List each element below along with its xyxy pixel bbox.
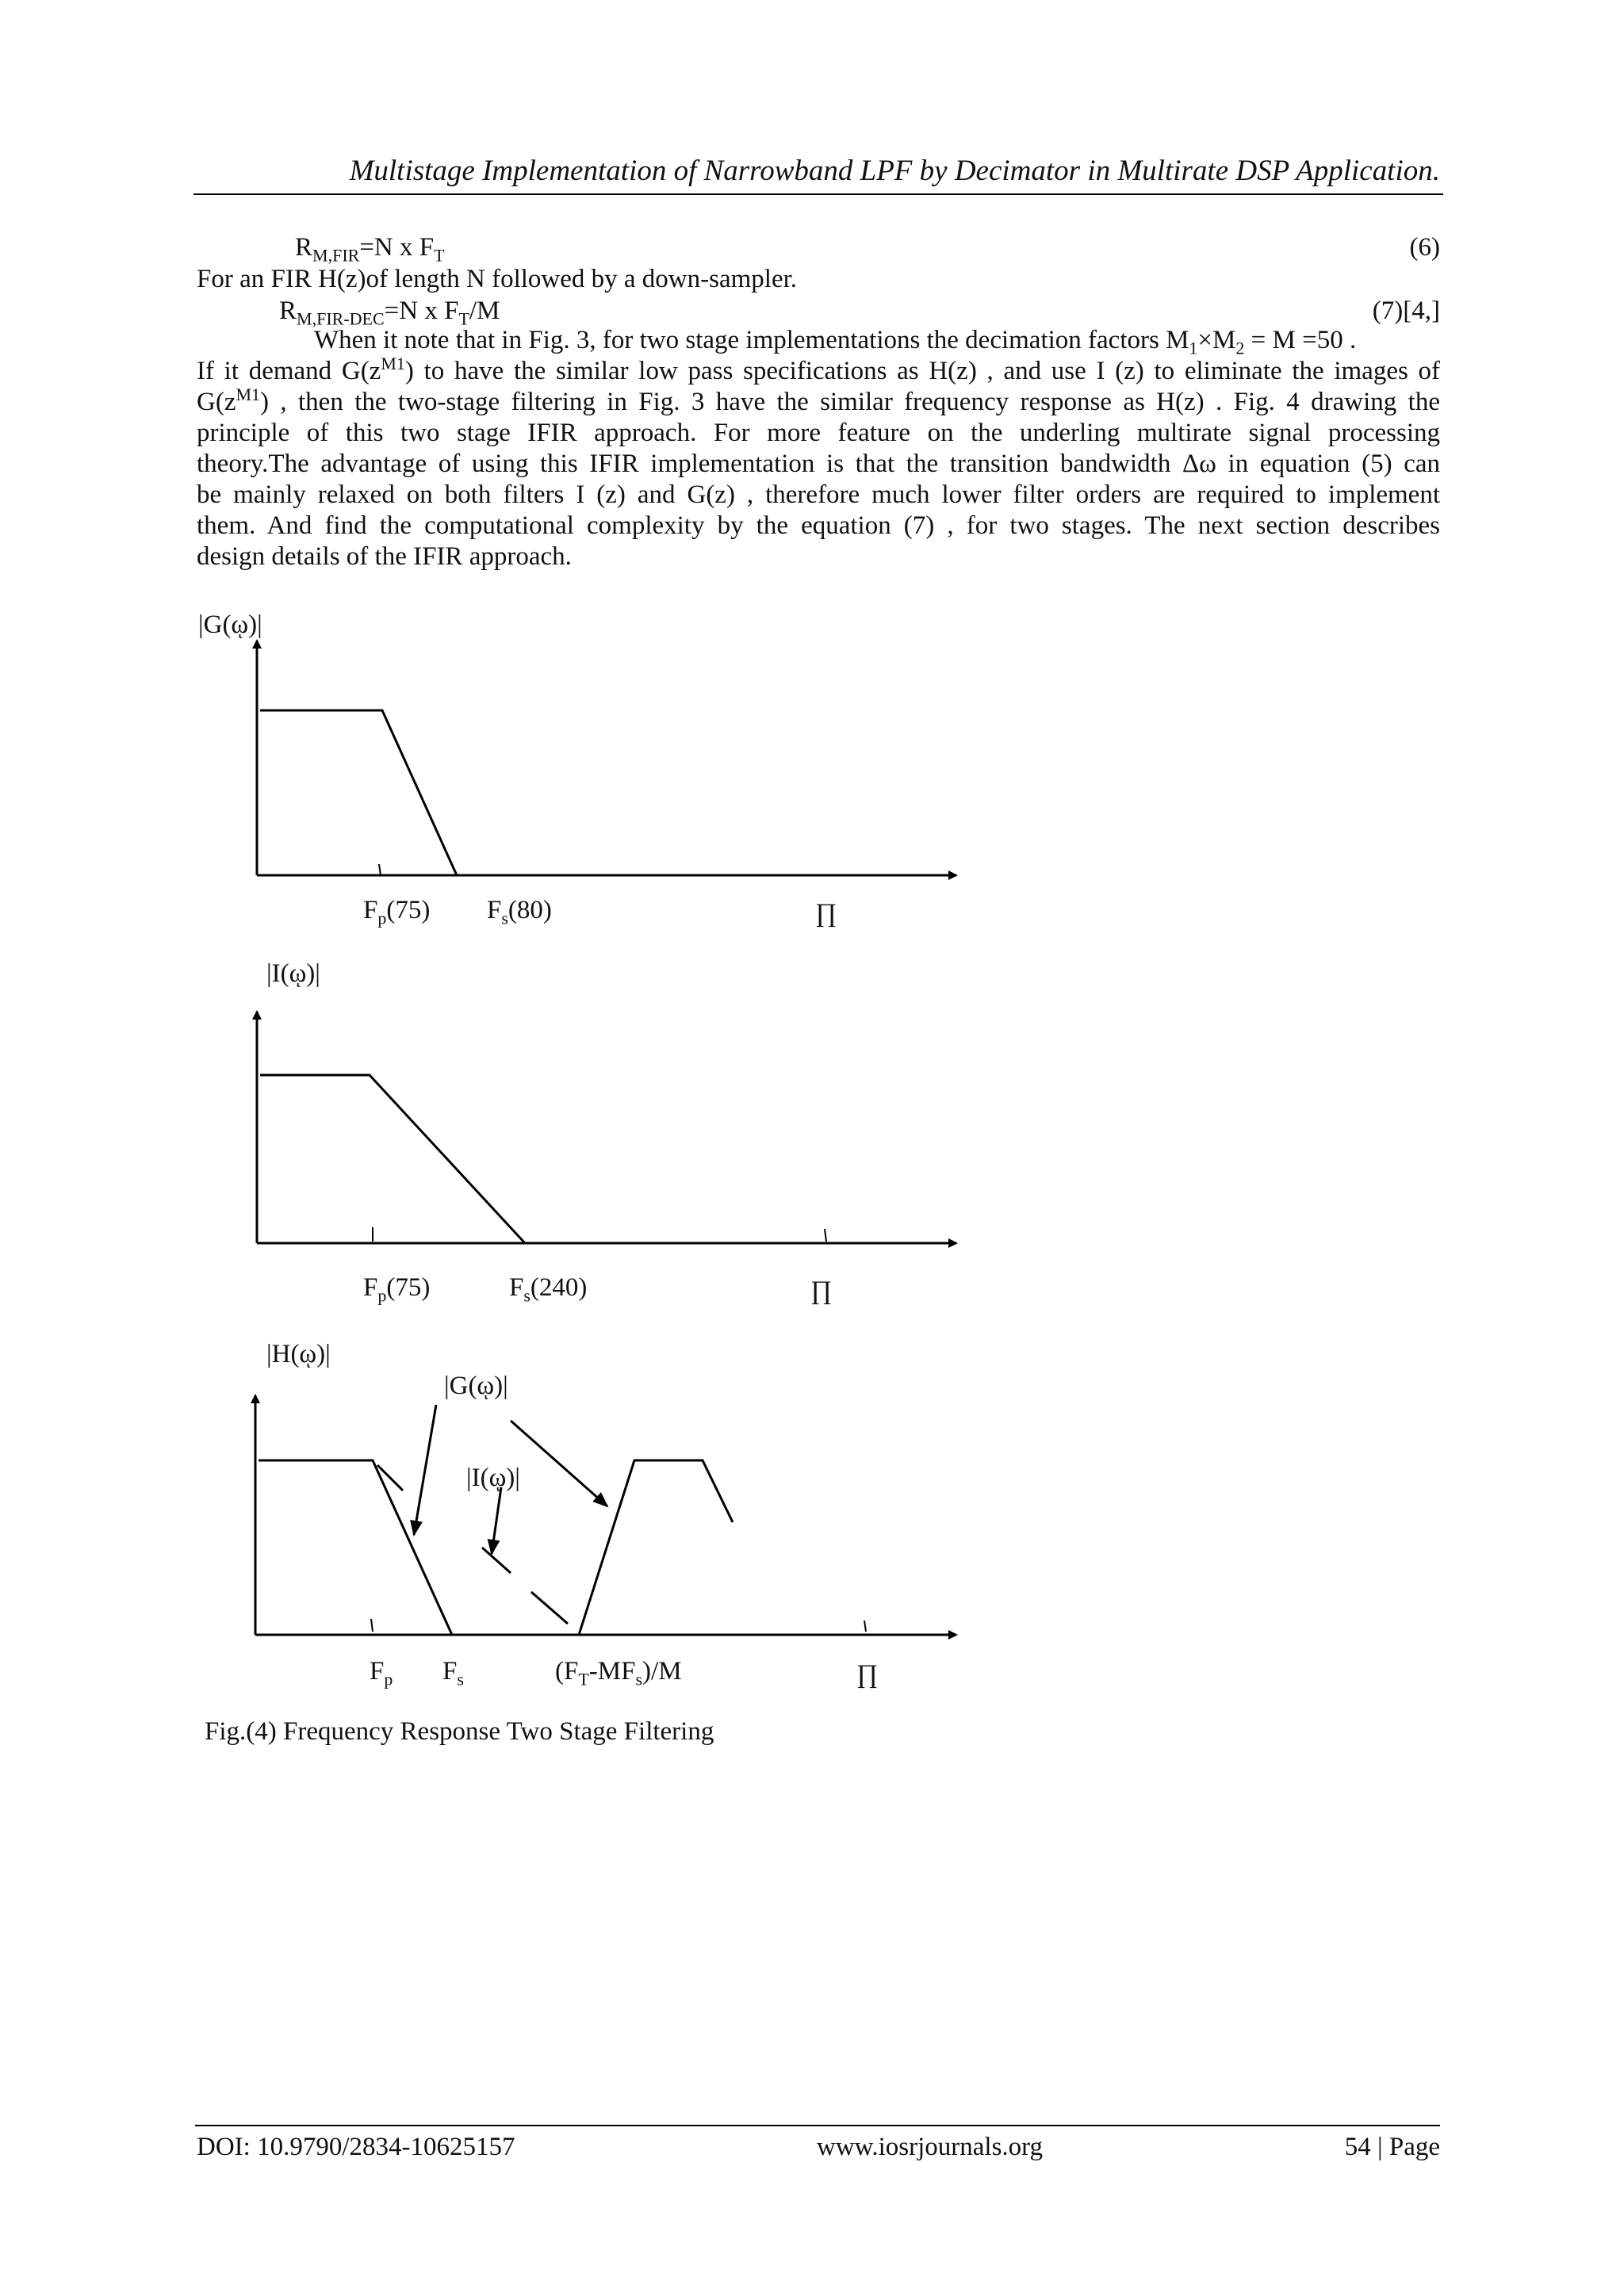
footer-website-link[interactable]: www.iosrjournals.org [817, 2133, 1044, 2161]
eq6-lhs-sub: M,FIR [312, 245, 360, 266]
panel-i-tick-pi [825, 1229, 826, 1242]
eq6-rhs: =N x F [359, 233, 435, 262]
figure-caption: Fig.(4) Frequency Response Two Stage Filtering [205, 1717, 714, 1746]
panel-h-y-label: |H(ῳ)| [266, 1340, 331, 1368]
para-line-8: design details of the IFIR approach. [197, 542, 572, 571]
panel-h-g-label: |G(ῳ)| [444, 1372, 508, 1400]
panel-h-image [579, 1460, 733, 1635]
panel-i-fs-label: $F_s(240)$ [509, 1273, 588, 1306]
panel-g-tick-fp [379, 864, 381, 875]
arrow-to-g [414, 1405, 436, 1535]
panel-h-pi-label: ∏ [856, 1660, 879, 1689]
para-line-6: be mainly relaxed on both filters I (z) and G(z) , therefore much lower filter orders are required to implement [197, 480, 1440, 509]
panel-h-image-label: $(F_T-MF_s)/M$ [555, 1657, 682, 1689]
arrow-to-image [511, 1421, 607, 1506]
panel-h-dash-2 [482, 1548, 511, 1573]
para-line-3: $G(z^{M1})$ , then the two-stage filtering in Fig. 3 have the similar frequency response as H(z) . Fig. 4 drawing the [197, 387, 1440, 416]
eq6-lhs: R [295, 233, 313, 262]
para-line-5: theory.The advantage of using this IFIR implementation is that the transition bandwidth Δω in equation (5) can [197, 450, 1440, 478]
footer-rule [195, 2125, 1440, 2126]
panel-i-fp-label: $F_p(75)$ [363, 1273, 431, 1306]
eq7-lhs: R [279, 297, 297, 325]
panel-i-curve [260, 1075, 525, 1243]
eq7-lhs-sub: M,FIR-DEC [297, 308, 385, 329]
panel-i-response [257, 1012, 956, 1243]
para-line-4: principle of this two stage IFIR approach. For more feature on the underling multirate signal processing [197, 419, 1440, 447]
eq7-rhs-sub: T [458, 308, 469, 329]
equation-6-number: (6) [1409, 233, 1440, 262]
panel-g-y-label: |G(ῳ)| [198, 610, 262, 639]
para-line-2: If it demand $G(z^{M1})$ to have the similar low pass specifications as H(z) , and use I (z) to eliminate the images of [197, 356, 1440, 385]
panel-h-tick-fp [371, 1619, 373, 1632]
panel-g-pi-label: ∏ [815, 899, 837, 928]
footer-doi: DOI: 10.9790/2834-10625157 [197, 2133, 515, 2161]
running-header: Multistage Implementation of Narrowband LPF by Decimator in Multirate DSP Application. [349, 155, 1440, 187]
eq7-rhs: =N x F [384, 297, 459, 325]
panel-g-fp-label: $F_p(75)$ [363, 896, 431, 928]
fir-note: For an FIR H(z)of length N followed by a down-sampler. [197, 265, 798, 293]
arrow-to-i [492, 1487, 501, 1554]
panel-i-pi-label: ∏ [810, 1276, 833, 1305]
panel-h-response [255, 1395, 956, 1635]
panel-g-response [257, 641, 956, 875]
eq7-rhs-tail: /M [469, 297, 500, 325]
panel-h-fs-label: $F_s$ [442, 1657, 464, 1689]
panel-h-tick-pi [864, 1621, 866, 1632]
panel-g-fs-label: $F_s(80)$ [487, 896, 552, 928]
panel-h-fp-label: $F_p$ [370, 1657, 393, 1689]
para-line-7: them. And find the computational complexity by the equation (7) , for two stages. The next section describes [197, 511, 1440, 540]
panel-i-y-label: |I(ῳ)| [266, 959, 320, 988]
equation-7-number: (7)[4,] [1372, 297, 1440, 325]
para-line-1: When it note that in Fig. 3, for two stage implementations the decimation factors $M_1\times M_2 = M =50$ . [314, 326, 1357, 358]
panel-h-dash-3 [531, 1592, 568, 1624]
panel-h-i-label: |I(ῳ)| [466, 1464, 520, 1492]
footer-page-number: 54 | Page [1344, 2133, 1440, 2161]
eq6-rhs-sub: T [434, 245, 445, 266]
panel-g-curve [260, 710, 457, 875]
